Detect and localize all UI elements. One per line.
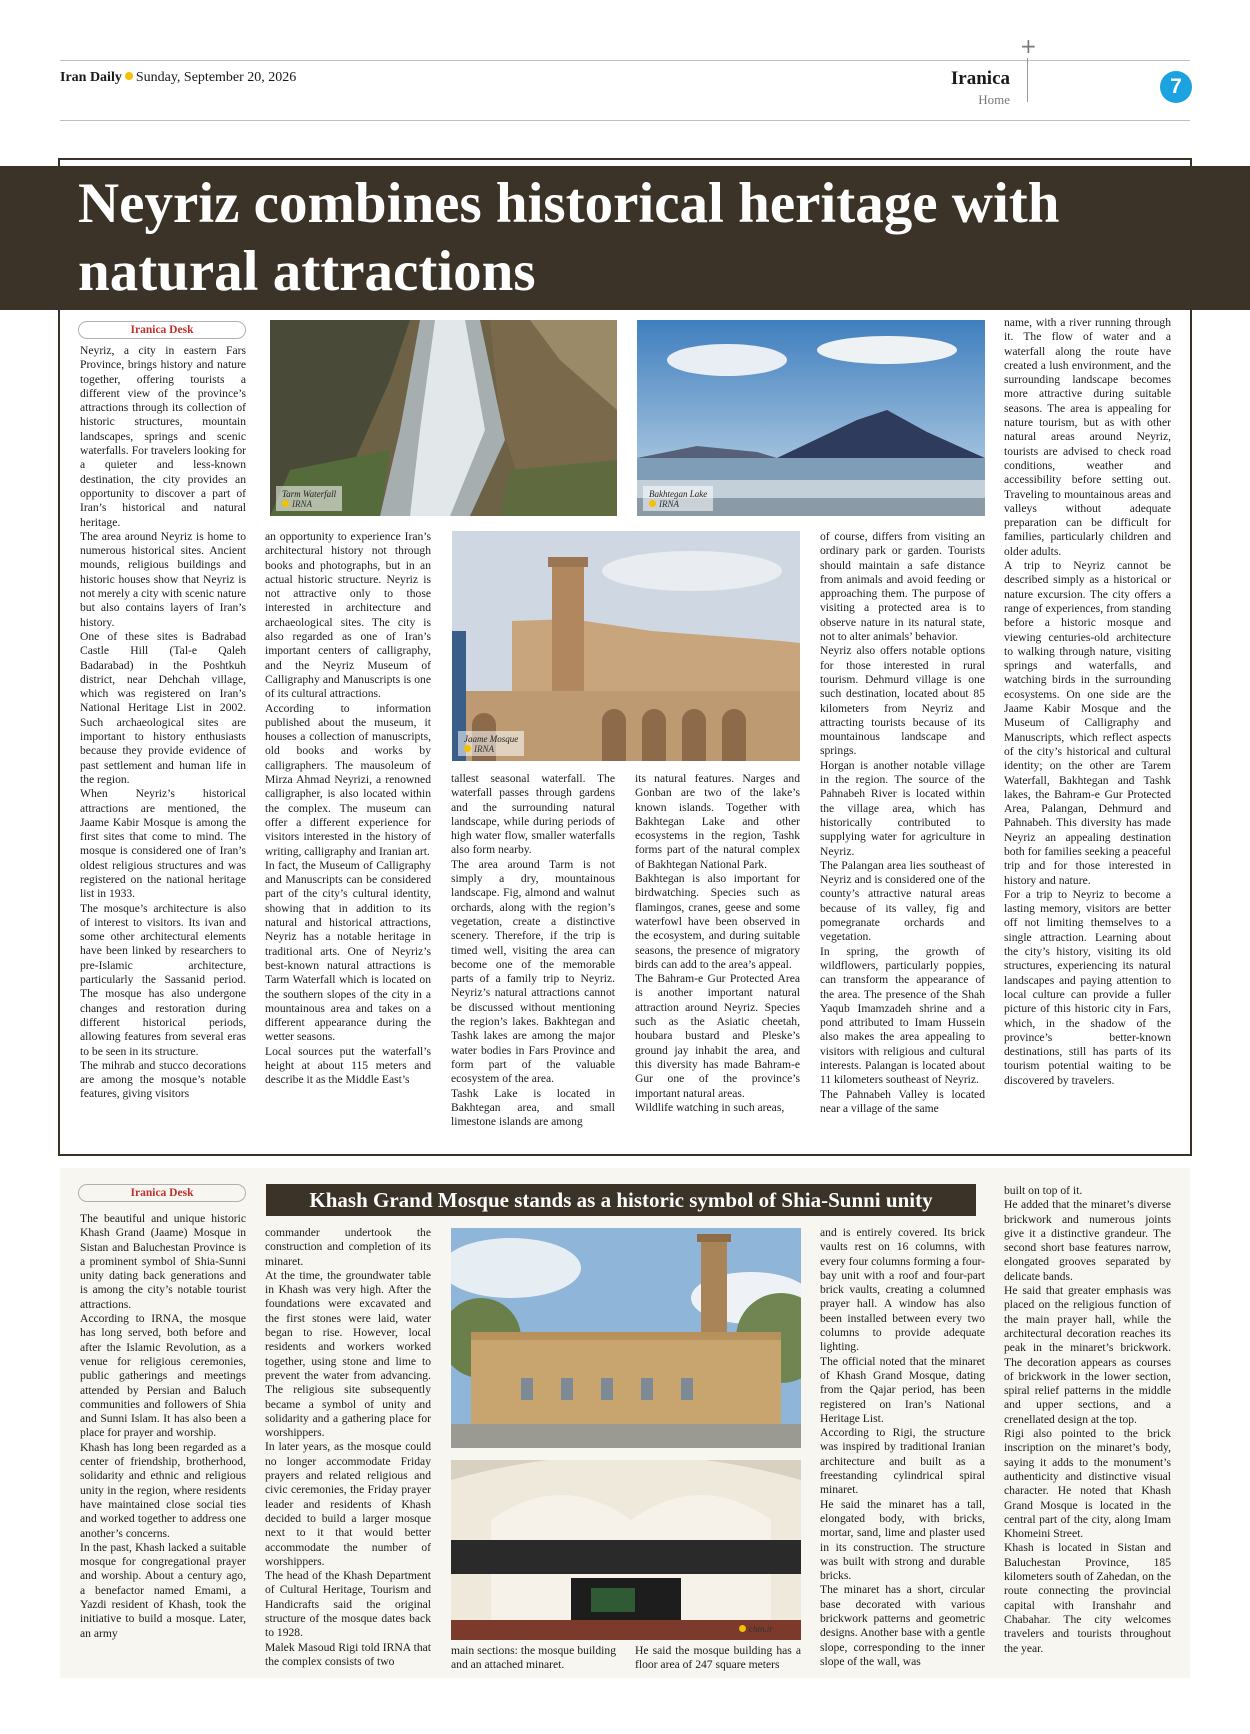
paragraph: an opportunity to experience Iran’s architectural history not through books and photographs, but in an actual historic structure. Neyriz is not attractive only to those interested in architecture and archaeological sites. The city is also regarded as one of Iran’s important centers of calligraphy, and the Neyriz Museum of Calligraphy and Manuscripts is one of its cultural attractions.	[265, 530, 431, 701]
header-bottom-rule	[60, 120, 1190, 121]
lake-source: IRNA	[649, 499, 707, 509]
subsection-name: Home	[978, 92, 1010, 107]
paragraph: One of these sites is Badrabad Castle Hill (Tal-e Qaleh Badarabad) in the Poshtkuh district, near Dehchah village, which was registered on Iran’s National Heritage List in 2002. Such archaeological sites are important to history enthusiasts because they provide evidence of past settlement and human life in the region.	[80, 629, 246, 786]
mosque-caption	[458, 731, 524, 756]
khash-exterior-image	[451, 1228, 801, 1448]
section-name: Iranica	[950, 68, 1010, 89]
article1-column-3	[451, 772, 615, 1129]
article1-headline: Neyriz combines historical heritage with natural attractions	[78, 172, 1060, 303]
article2-column-3	[451, 1644, 616, 1673]
article2-column-6	[1004, 1184, 1171, 1656]
paragraph: In spring, the growth of wildflowers, particularly poppies, can transform the appearance of the area. The presence of the Shah Yaqub Imamzadeh shrine and a pond attributed to Imam Hussein also makes the area appealing to visitors with religious and cultural interests. Palangan is located about 11 kilometers southeast of Neyriz.	[820, 944, 985, 1087]
paragraph: name, with a river running through it. The flow of water and a waterfall along the route have created a lush environment, and the surrounding landscape becomes more attractive during suitable seasons. The area is appealing for nature tourism, but as with other natural areas around Neyriz, tourists are advised to check road conditions, weather and accessibility before setting out. Traveling to mountainous areas and valleys without adequate preparation can be difficult for families, particularly children and older adults.	[1004, 316, 1171, 558]
waterfall-caption-text: Tarm Waterfall	[282, 489, 337, 499]
waterfall-source: IRNA	[282, 499, 336, 509]
paragraph: Wildlife watching in such areas,	[635, 1100, 785, 1114]
jaame-mosque-photo	[452, 531, 800, 761]
paragraph: According to IRNA, the mosque has long served, both before and after the Islamic Revolution, as a venue for religious ceremonies, public gatherings and meetings attended by Persian and Baluch communities and followers of Shia and Sunni Islam. It has also been a place for prayer and worship.	[80, 1312, 246, 1440]
khash-mosque-exterior-photo	[451, 1228, 801, 1448]
header-separator	[1027, 58, 1028, 102]
paragraph: The minaret has a short, circular base decorated with various brickwork patterns and geometric designs. Another base with a gentle slope, corresponding to the inner slope of the wall, was	[820, 1583, 985, 1668]
paragraph: Khash is located in Sistan and Baluchestan Province, 185 kilometers south of Zahedan, on the route connecting the provincial capital with Iranshahr and Chabahar. The city welcomes travelers and tourists throughout the year.	[1004, 1541, 1171, 1655]
paragraph: commander undertook the construction and completion of its minaret.	[265, 1226, 431, 1268]
paragraph: Malek Masoud Rigi told IRNA that the complex consists of two	[265, 1640, 431, 1668]
paragraph: Tashk Lake is located in Bakhtegan area, and small limestone islands are among	[451, 1086, 615, 1129]
paragraph: Rigi also pointed to the brick inscription on the minaret’s body, saying it adds to the monument’s authenticity and distinctive visual character. He noted that Khash Grand Mosque is located in the central part of the city, along Imam Khomeini Street.	[1004, 1427, 1171, 1541]
paragraph: In fact, the Museum of Calligraphy and Manuscripts can be considered part of the city’s cultural identity, showing that in addition to its natural and historical attractions, Neyriz has a notable heritage in traditional arts. One of Neyriz’s best-known natural attractions is Tarm Waterfall which is located on the southern slopes of the city in a mountainous area and takes on a different appearance during the wetter seasons.	[265, 858, 431, 1044]
article1-desk-label: Iranica Desk	[78, 321, 246, 339]
paragraph: The beautiful and unique historic Khash Grand (Jaame) Mosque in Sistan and Baluchestan Province is a prominent symbol of Shia-Sunni unity dating back generations and is among the city’s notable tourist attractions.	[80, 1212, 246, 1311]
paragraph: built on top of it.	[1004, 1184, 1083, 1197]
paragraph: The Pahnabeh Valley is located near a village of the same	[820, 1087, 985, 1115]
paragraph: of course, differs from visiting an ordinary park or garden. Tourists should maintain a safe distance from animals and avoid feeding or approaching them. The purpose of visiting a protected area is to observe nature in its natural state, not to alter animals’ behavior.	[820, 530, 985, 644]
page-number-badge: 7	[1160, 71, 1192, 103]
paragraph: He added that the minaret’s diverse brickwork and numerous joints give it a distinctive grandeur. The second short base features narrow, elongated grooves separated by delicate bands.	[1004, 1198, 1171, 1283]
paragraph: The mihrab and stucco decorations are among the mosque’s notable features, giving visitors	[80, 1058, 246, 1101]
waterfall-caption	[276, 486, 342, 511]
paragraph: The Bahram-e Gur Protected Area is another important natural attraction around Neyriz. Species such as the Asiatic cheetah, houbara bustard and Pleske’s ground jay inhabit the area, and this diversity has made Bahram-e Gur one of the province’s important natural areas.	[635, 972, 800, 1100]
paragraph: Neyriz, a city in eastern Fars Province, brings history and nature together, offering tourists a different view of the province’s attractions through its collection of historic structures, mountain landscapes, springs and scenic waterfalls. For travelers looking for a quieter and less-known destination, the city provides an opportunity to discover a part of Iran’s historical and natural heritage.	[80, 344, 246, 529]
paragraph: He said the mosque building has a floor area of 247 square meters	[635, 1644, 801, 1672]
tarm-waterfall-photo	[270, 320, 617, 516]
paragraph: In later years, as the mosque could no longer accommodate Friday prayers and related religious and civic ceremonies, the Friday prayer leader and residents of Khash decided to build a larger mosque next to it that would better accommodate the number of worshippers.	[265, 1440, 431, 1568]
article2-column-2	[265, 1226, 431, 1669]
paragraph: tallest seasonal waterfall. The waterfall passes through gardens and the surrounding natural landscape, while during periods of high water flow, smaller waterfalls also form nearby.	[451, 772, 615, 857]
article2-column-5	[820, 1226, 985, 1669]
publication-name: Iran Daily	[60, 70, 122, 85]
paragraph: Horgan is another notable village in the region. The source of the Pahnabeh River is located within the village area, which has historically contributed to supplying water for agriculture in Neyriz.	[820, 758, 985, 858]
paragraph: He said that greater emphasis was placed on the religious function of the main prayer hall, while the architectural decoration reaches its peak in the minaret’s brickwork. The decoration appears as courses of brickwork in the lower section, spiral relief patterns in the middle and upper sections, and a crenellated design at the top.	[1004, 1284, 1171, 1426]
paragraph: The area around Neyriz is home to numerous historical sites. Ancient mounds, religious buildings and historic houses show that Neyriz is not merely a city with scenic nature but also contains layers of Iran’s history.	[80, 529, 246, 629]
paragraph: He said the minaret has a tall, elongated body, with bricks, mortar, sand, lime and plaster used in its construction. The structure was built with strong and durable bricks.	[820, 1497, 985, 1583]
masthead-dot	[125, 72, 133, 80]
paragraph: When Neyriz’s historical attractions are mentioned, the Jaame Kabir Mosque is among the first sites that come to mind. The mosque is considered one of Iran’s oldest religious structures and was registered on the national heritage list in 1933.	[80, 787, 246, 901]
paragraph: Khash has long been regarded as a center of friendship, brotherhood, solidarity and ethnic and religious unity in the region, where residents have maintained close social ties and worked together to address one another’s concerns.	[80, 1440, 246, 1540]
issue-date: Sunday, September 20, 2026	[135, 70, 297, 85]
paragraph: For a trip to Neyriz to become a lasting memory, visitors are better off not limiting themselves to a single attraction. Learning about the city’s history, visiting its old structures, experiencing its natural landscapes and paying attention to local culture can provide a fuller picture of this historic city in Fars, which, in the shadow of the province’s better-known destinations, still has parts of its tourism potential waiting to be discovered by travelers.	[1004, 887, 1171, 1087]
paragraph: According to information published about the museum, it houses a collection of manuscripts, old books and works by calligraphers. The mausoleum of Mirza Ahmad Neyrizi, a renowned calligrapher, is also located within the complex. The museum can offer a different experience for visitors interested in the history of writing, calligraphy and Iranian art.	[265, 701, 431, 858]
paragraph: Neyriz also offers notable options for those interested in rural tourism. Dehmurd village is one such destination, located about 85 kilometers from Neyriz and attracting tourists because of its mountainous landscape and springs.	[820, 644, 985, 758]
paragraph: Local sources put the waterfall’s height at about 115 meters and describe it as the Middle East’s	[265, 1044, 431, 1087]
paragraph: its natural features. Narges and Gonban are two of the lake’s known islands. Together with Bakhtegan Lake and other ecosystems in the region, Tashk forms part of the natural complex of Bakhtegan National Park.	[635, 772, 800, 871]
article2-desk-label: Iranica Desk	[78, 1184, 246, 1202]
article1-column-5	[820, 530, 985, 1116]
paragraph: The area around Tarm is not simply a dry, mountainous landscape. Fig, almond and walnut orchards, along with the region’s vegetation, create a distinctive scenery. Therefore, if the trip is timed well, visiting the area can become one of the memorable parts of a family trip to Neyriz. Neyriz’s natural attractions cannot be discussed without mentioning the region’s lakes. Bakhtegan and Tashk lakes are among the major water bodies in Fars Province and form part of the valuable ecosystem of the area.	[451, 857, 615, 1086]
khash-mosque-interior-photo	[451, 1460, 801, 1640]
crop-mark-icon: +	[1020, 34, 1037, 58]
paragraph: and is entirely covered. Its brick vaults rest on 16 columns, with every four columns forming a four-bay unit with a roof and four-part brick vaults, creating a columned prayer hall. A window has also been installed between every two columns to provide adequate lighting.	[820, 1226, 985, 1354]
paragraph: A trip to Neyriz cannot be described simply as a historical or nature excursion. The city offers a range of experiences, from standing before a historic mosque and viewing centuries-old architecture to walking through nature, visiting springs and waterfalls, and watching birds in the surrounding ecosystems. On one side are the Jaame Kabir Mosque and the Museum of Calligraphy and Manuscripts, which reflect aspects of the city’s historical and cultural identity; on the other are Tarem Waterfall, Bakhtegan and Tashk lakes, the Bahram-e Gur Protected Area, Palangan, Dehmurd and Pahnabeh. This diversity has made Neyriz an appealing destination both for families seeking a peaceful trip and for those interested in history and nature.	[1004, 559, 1171, 887]
bakhtegan-lake-photo	[637, 320, 985, 516]
header-top-rule	[60, 60, 1190, 61]
paragraph: The head of the Khash Department of Cultural Heritage, Tourism and Handicrafts said the original structure of the mosque dates back to 1928.	[265, 1569, 431, 1640]
lake-caption-text: Bakhtegan Lake	[649, 489, 708, 499]
paragraph: The official noted that the minaret of Khash Grand Mosque, dating from the Qajar period, has been registered on Iran’s National Heritage List.	[820, 1354, 985, 1425]
paragraph: In the past, Khash lacked a suitable mosque for congregational prayer and worship. About a century ago, a benefactor named Emami, a Yazdi resident of Khash, took the initiative to build a mosque. Later, an army	[80, 1540, 246, 1640]
paragraph: The Palangan area lies southeast of Neyriz and is considered one of the county’s attractive natural areas because of its valley, fig and pomegranate orchards and vegetation.	[820, 858, 985, 944]
article2-headline: Khash Grand Mosque stands as a historic symbol of Shia-Sunni unity	[266, 1184, 976, 1216]
paragraph: The mosque’s architecture is also of interest to visitors. Its ivan and some other architectural elements have been linked by researchers to pre-Islamic architecture, particularly the Sassanid period. The mosque has also undergone changes and restoration during different historical periods, allowing features from several eras to be seen in its structure.	[80, 901, 246, 1058]
mosque-source: IRNA	[464, 744, 518, 754]
masthead	[60, 70, 296, 86]
mosque-caption-text: Jaame Mosque	[464, 734, 519, 744]
photo-credit: chtn.ir	[739, 1624, 773, 1634]
lake-caption	[643, 486, 713, 511]
paragraph: According to Rigi, the structure was inspired by traditional Iranian architecture and built as a freestanding cylindrical spiral minaret.	[820, 1426, 985, 1497]
paragraph: At the time, the groundwater table in Khash was very high. After the foundations were excavated and the first stones were laid, water began to rise. However, local residents and workers worked together, using stone and lime to prevent the water from advancing. The religious site subsequently became a symbol of unity and solidarity and a gathering place for worshippers.	[265, 1268, 431, 1440]
mosque-image	[452, 531, 800, 761]
paragraph: main sections: the mosque building and an attached minaret.	[451, 1644, 616, 1672]
article2-column-1	[80, 1212, 246, 1641]
article1-column-1	[80, 344, 246, 1102]
paragraph: Bakhtegan is also important for birdwatching. Species such as flamingos, cranes, geese and some waterfowl have been observed in the ecosystem, and during suitable seasons, the presence of migratory birds can add to the area’s appeal.	[635, 872, 800, 971]
article2-column-4	[635, 1644, 801, 1673]
khash-interior-image	[451, 1460, 801, 1640]
section-heading	[810, 68, 1010, 108]
article1-column-2	[265, 530, 431, 1088]
article1-column-6	[1004, 316, 1171, 1088]
article1-column-4	[635, 772, 800, 1115]
